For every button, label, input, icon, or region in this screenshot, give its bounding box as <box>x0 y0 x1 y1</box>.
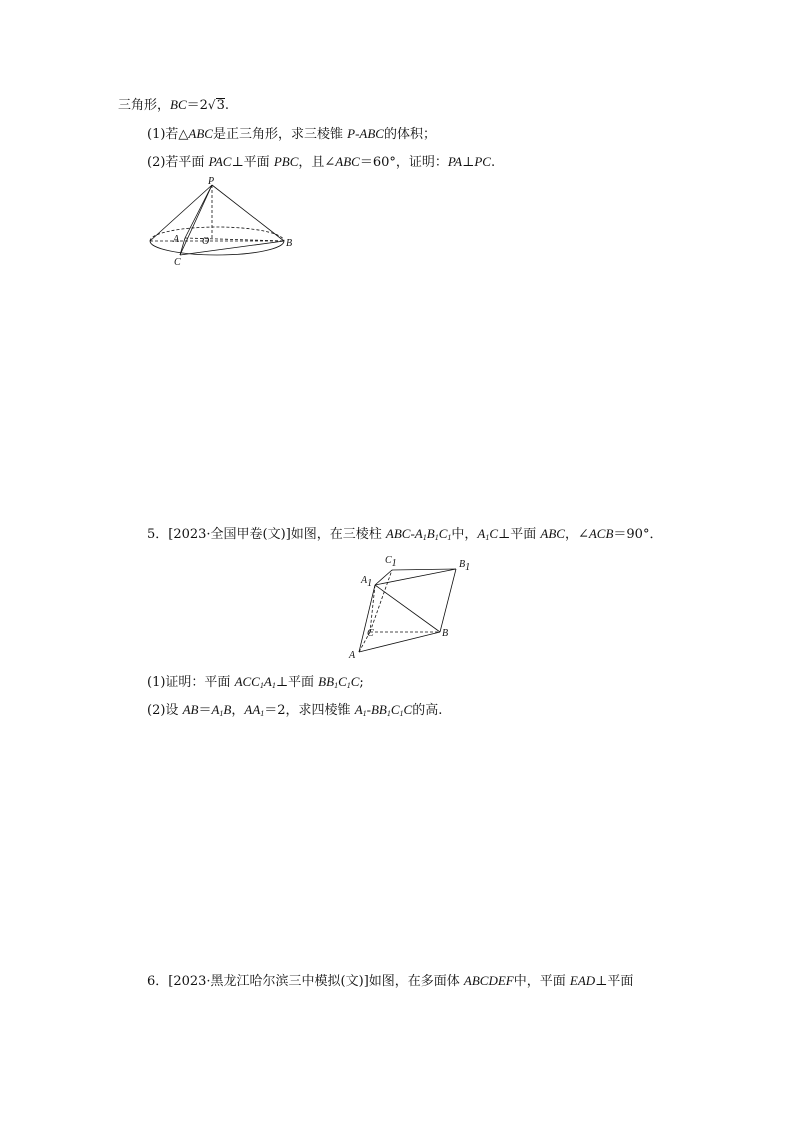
problem4-part1: (1)若△ABC是正三角形，求三棱锥 P-ABC的体积； <box>147 126 436 142</box>
label-p: P <box>208 176 215 187</box>
problem5-part2: (2)设 $AB=A_1B$，$AA_1=2$，求四棱锥 $A_1-BB_1C_1C$的高. <box>147 702 443 718</box>
label-c: C <box>174 257 181 268</box>
label-b1: B1 <box>459 559 471 573</box>
cone-edge-left <box>150 185 212 241</box>
sqrt-symbol: √ <box>207 98 216 112</box>
edge-ab <box>185 238 284 241</box>
problem6-header: 6．[2023·黑龙江哈尔滨三中模拟(文)]如图，在多面体 ABCDEF中，平面 EAD⊥平面 <box>147 973 634 989</box>
edge-cb <box>180 241 284 255</box>
cone-base-front <box>150 241 284 255</box>
label-c: C <box>367 628 374 639</box>
label-b: B <box>286 238 293 249</box>
problem4-line0: 三角形，BC＝2√3. <box>118 97 229 113</box>
problem5-part1: (1)证明：平面 $ACC_1A_1\perp$平面 $BB_1C_1C$; <box>147 674 364 690</box>
edge-pa <box>185 185 212 238</box>
cone-figure <box>145 175 305 270</box>
cone-edge-right <box>212 185 284 241</box>
label-o: O <box>202 236 210 247</box>
prism-figure <box>345 552 485 662</box>
problem4-part2: (2)若平面 PAC⊥平面 PBC，且∠ABC＝60°，证明：PA⊥PC. <box>147 154 496 170</box>
label-b: B <box>442 628 449 639</box>
edge-aa1 <box>359 585 375 652</box>
label-c1: C1 <box>385 555 397 569</box>
problem5-header: 5．[2023·全国甲卷(文)]如图，在三棱柱 ABC-$A_1B_1C_1$中，$A_1C\perp$平面 ABC，∠ACB＝90°． <box>147 526 663 542</box>
edge-c1b1 <box>392 569 456 570</box>
edge-a1b <box>375 585 440 632</box>
label-a: A <box>173 234 180 245</box>
label-a: A <box>349 650 356 661</box>
label-a1: A1 <box>361 575 373 589</box>
edge-bb1 <box>440 569 456 632</box>
